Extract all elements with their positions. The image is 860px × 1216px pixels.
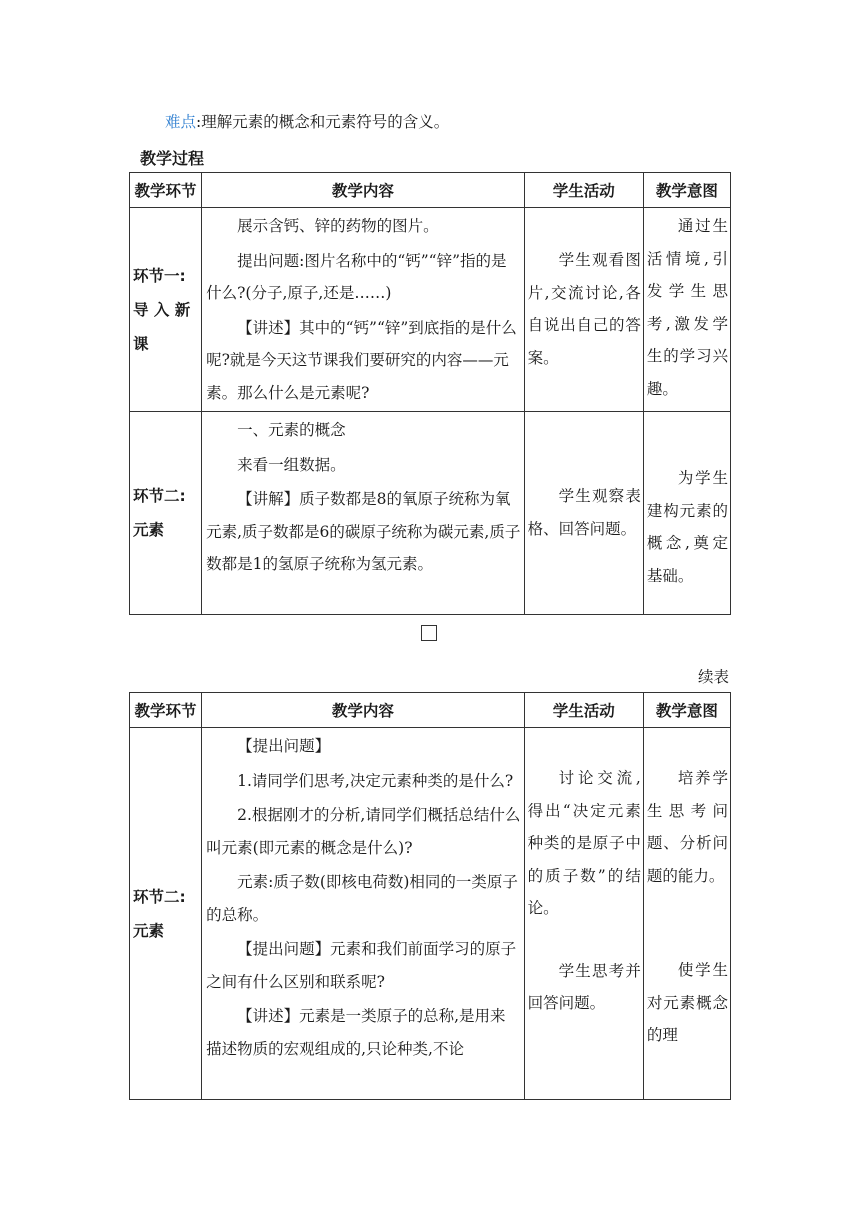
stage-cell	[130, 728, 202, 1100]
activity-text: 学生思考并回答问题。	[527, 961, 641, 1012]
intent-cell	[643, 412, 730, 615]
content-paragraph: 来看一组数据。	[237, 455, 346, 474]
header-content: 教学内容	[202, 693, 525, 728]
intent-text: 培养学生思考问题、分析问题的能力。	[646, 769, 728, 885]
activity-cell	[524, 728, 643, 1100]
activity-text: 学生观察表格、回答问题。	[527, 487, 641, 538]
content-paragraph: 1.请同学们思考,决定元素种类的是什么?	[237, 771, 514, 790]
header-intent: 教学意图	[643, 173, 730, 208]
stage-cell	[130, 208, 202, 412]
stage-line: 元素	[133, 921, 165, 940]
content-paragraph: 元素:质子数(即核电荷数)相同的一类原子的总称。	[206, 873, 518, 924]
intent-cell	[643, 728, 730, 1100]
header-stage: 教学环节	[130, 173, 202, 208]
table-row	[130, 728, 731, 1100]
intent-text: 使学生对元素概念的理	[646, 961, 728, 1044]
content-paragraph: 【讲述】元素是一类原子的总称,是用来描述物质的宏观组成的,只论种类,不论	[206, 1007, 506, 1058]
content-cell	[202, 412, 525, 615]
teaching-process-table	[129, 172, 731, 615]
page-marker-icon	[421, 625, 437, 641]
continued-label: 续表	[697, 668, 729, 686]
content-paragraph: 2.根据刚才的分析,请同学们概括总结什么叫元素(即元素的概念是什么)?	[206, 806, 521, 857]
table-row	[130, 208, 731, 412]
intent-text: 为学生建构元素的概念,奠定基础。	[646, 469, 728, 585]
stage-line: 环节一:	[133, 266, 186, 285]
stage-line: 环节二:	[133, 887, 186, 906]
stage-line: 课	[133, 334, 149, 353]
stage-line: 环节二:	[133, 487, 186, 505]
content-paragraph: 展示含钙、锌的药物的图片。	[237, 217, 439, 235]
teaching-process-table-continued	[129, 692, 731, 1100]
content-paragraph: 【讲述】其中的“钙”“锌”到底指的是什么呢?就是今天这节课我们要研究的内容——元素。那么什么是元素呢?	[206, 318, 517, 402]
header-intent: 教学意图	[643, 693, 730, 728]
table-header-row	[130, 173, 731, 208]
content-cell	[202, 208, 525, 412]
stage-cell	[130, 412, 202, 615]
content-paragraph: 提出问题:图片名称中的“钙”“锌”指的是什么?(分子,原子,还是……)	[206, 251, 507, 302]
stage-line: 导 入 新	[133, 300, 191, 319]
content-paragraph: 【提出问题】	[237, 737, 331, 755]
activity-text: 学生观看图片,交流讨论,各自说出自己的答案。	[527, 251, 641, 367]
table-row	[130, 412, 731, 615]
content-paragraph: 【讲解】质子数都是8的氧原子统称为氧元素,质子数都是6的碳原子统称为碳元素,质子数都是1的氢原子统称为氢元素。	[206, 490, 521, 573]
content-paragraph: 一、元素的概念	[237, 421, 346, 439]
activity-text: 讨论交流,得出“决定元素种类的是原子中的质子数”的结论。	[527, 769, 641, 917]
difficulty-label: 难点	[165, 113, 197, 131]
header-content: 教学内容	[202, 173, 525, 208]
intent-text: 通过生活情境,引发学生思考,激发学生的学习兴趣。	[646, 217, 728, 398]
stage-line: 元素	[133, 521, 165, 539]
content-cell	[202, 728, 525, 1100]
header-stage: 教学环节	[130, 693, 202, 728]
activity-cell	[524, 412, 643, 615]
activity-cell	[524, 208, 643, 412]
intent-cell	[643, 208, 730, 412]
difficulty-line	[165, 111, 449, 133]
difficulty-text: :理解元素的概念和元素符号的含义。	[196, 113, 450, 131]
table-header-row	[130, 693, 731, 728]
content-paragraph: 【提出问题】元素和我们前面学习的原子之间有什么区别和联系呢?	[206, 940, 517, 991]
header-activity: 学生活动	[524, 173, 643, 208]
section-title: 教学过程	[140, 149, 205, 168]
header-activity: 学生活动	[524, 693, 643, 728]
